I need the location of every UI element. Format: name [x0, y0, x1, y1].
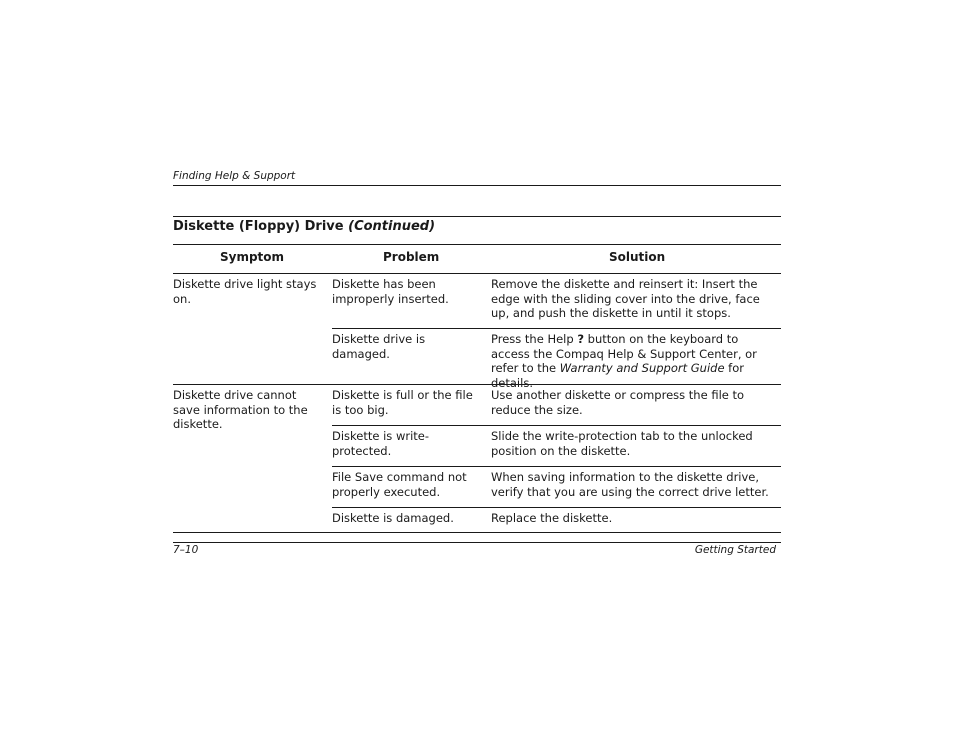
group-divider [173, 384, 781, 385]
book-title: Getting Started [694, 544, 776, 556]
problem-cell: Diskette is full or the file is too big. [332, 388, 473, 417]
solution-cell: Slide the write-protection tab to the unlocked position on the diskette. [491, 429, 753, 458]
solution-cell: Use another diskette or compress the file to reduce the size. [491, 388, 745, 417]
section-top-rule [173, 216, 781, 217]
solution-text: button on the keyboard to access the Compaq Help & Support Center, or refer to the [491, 332, 757, 375]
section-continued-label: (Continued) [348, 219, 436, 234]
column-header-problem: Problem [383, 250, 440, 264]
table-bottom-rule [173, 532, 781, 533]
solution-cell: When saving information to the diskette drive, verify that you are using the correct drive letter. [491, 470, 769, 499]
section-title-text: Diskette (Floppy) Drive [173, 219, 344, 234]
symptom-cell: Diskette drive light stays on. [173, 277, 317, 306]
row-divider [332, 328, 781, 329]
section-title [173, 219, 435, 234]
problem-cell: Diskette drive is damaged. [332, 332, 426, 361]
section-title-rule [173, 244, 781, 245]
guide-title: Warranty and Support Guide [559, 361, 725, 375]
solution-cell: Replace the diskette. [491, 511, 613, 525]
column-header-symptom: Symptom [220, 250, 285, 264]
row-divider [332, 507, 781, 508]
solution-text: for details. [491, 361, 744, 390]
column-header-solution: Solution [609, 250, 666, 264]
solution-cell: Remove the diskette and reinsert it: Insert the edge with the sliding cover into the drive, face up, and push the diskette in until it stops. [491, 277, 760, 320]
row-divider [332, 425, 781, 426]
problem-cell: Diskette has been improperly inserted. [332, 277, 449, 306]
symptom-cell: Diskette drive cannot save information to the diskette. [173, 388, 308, 431]
running-title: Finding Help & Support [173, 170, 296, 182]
header-rule [173, 185, 781, 186]
page-number: 7–10 [173, 544, 199, 556]
footer-rule [173, 542, 781, 543]
solution-cell [491, 332, 779, 390]
table-header-rule [173, 273, 781, 274]
problem-cell: File Save command not properly executed. [332, 470, 467, 499]
solution-text: Press the Help [491, 332, 578, 346]
help-key-label: ? [577, 332, 584, 346]
problem-cell: Diskette is write-protected. [332, 429, 430, 458]
problem-cell: Diskette is damaged. [332, 511, 454, 525]
row-divider [332, 466, 781, 467]
